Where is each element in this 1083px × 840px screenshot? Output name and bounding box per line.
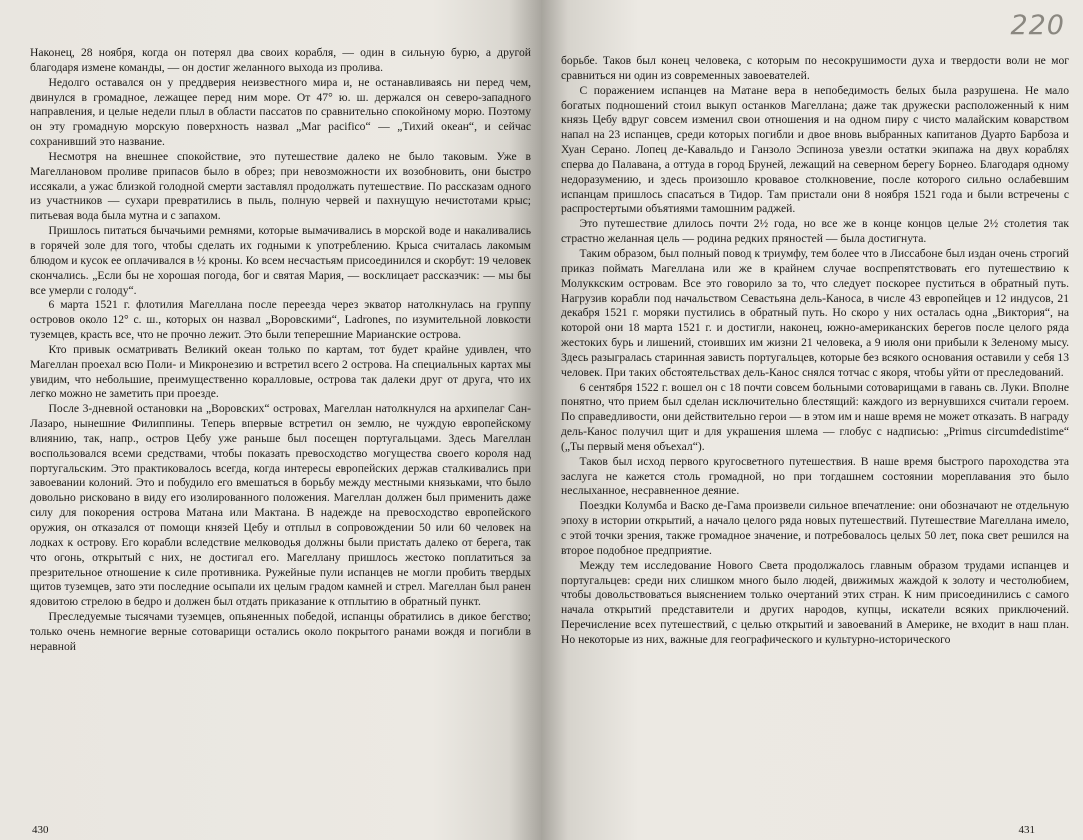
- left-page: [0, 0, 541, 840]
- paragraph: С поражением испанцев на Матане вера в непобедимость белых была разрушена. Не мало богатых подношений стоил выкуп останков Магеллана; даже так дружески расположенный к ним князь Цебу вдруг совсем изменил свои отношения и на одном пиру с чисто малайским коварством напал на 23 испанцев, среди которых погибли и двое вновь выбранных капитанов Дуарто Барбоза и Хуан Серано. Лопец де-Кавальдо и Ганзоло Эспиноза увезли остатки экипажа на двух кораблях сперва до Палавана, а оттуда в город Бруней, лежащий на северном берегу Борнео. Благодаря одному недоразумению, и здесь произошло кровавое столкновение, после которого сильно ослабевшим испанцам пришлось спасаться в Тидор. Там пристали они 8 ноября 1521 года и были встречены с распростертыми объятиями тамошним раджей.: [561, 83, 1069, 216]
- paragraph: Таким образом, был полный повод к триумфу, тем более что в Лиссабоне был издан очень строгий приказ поймать Магеллана или же в крайнем случае воспрепятствовать его путешествию к Молуккским островам. Все это говорило за то, что следует поскорее пуститься в обратный путь. Нагрузив корабли под начальством Севастьяна дель-Каноса, в числе 43 европейцев и 12 индусов, 21 декабря 1521 г. моряки пустились в обратный путь. Но скоро у них осталась одна „Виктория“, на которой они 18 марта 1521 г. и достигли, наконец, южно-американских берегов после целого ряда жестоких бурь и лишений, стоивших им жизни 21 человека, а 9 июля они прибыли к Зеленому мысу. Здесь разыгралась старинная зависть португальцев, которые без всякого основания оставили у себя 13 человек. При таких обстоятельствах дель-Канос снялся тотчас с якоря, чтобы уйти от преследований.: [561, 246, 1069, 379]
- paragraph: Несмотря на внешнее спокойствие, это путешествие далеко не было таковым. Уже в Магеллановом проливе припасов было в обрез; при невозможности их возобновить, они быстро иссякали, а ужас близкой голодной смерти заставлял продолжать путешествие. По рассказам одного из участников — сухари превратились в пыль, полную червей и пахнущую нечистотами крыс; питьевая вода была мутна и с запахом.: [30, 149, 531, 223]
- paragraph: После 3-дневной остановки на „Воровских“ островах, Магеллан натолкнулся на архипелаг Сан-Лазаро, нынешние Филиппины. Теперь впервые встретил он землю, не чуждую европейскому влиянию, так, напр., остров Цебу уже раньше был посещен португальцами. Здесь Магеллан воспользовался всеми средствами, чтобы показать превосходство могущества своего короля над португальским. Это практиковалось всегда, когда интересы европейских держав сталкивались при завоевании колоний. Это и побудило его вмешаться в борьбу между местными князьками, что было довольно рисковано в виду его изолированного положения. Магеллан должен был применить даже силу для покорения острова Матана или Мактана. В надежде на превосходство европейского оружия, он отказался от помощи князей Цебу и отплыл в сопровождении 50 или 60 человек на лодках к острову. Его корабли вследствие мелководья должны были пристать далеко от берега, так что огонь, открытый с них, не достигал его. Магеллану пришлось жестоко поплатиться за презрительное отношение к силе противника. Ружейные пули испанцев не могли пробить твердых щитов туземцев, зато эти последние осыпали их целым градом камней и стрел. Магеллан был ранен ядовитою стрелою в бедро и должен был отдать приказание к отплытию в обратный пункт.: [30, 402, 531, 609]
- paragraph: Кто привык осматривать Великий океан только по картам, тот будет крайне удивлен, что Магеллан проехал всю Поли- и Микронезию и встретил всего 2 острова. На специальных картах мы увидим, что небольшие, преимущественно коралловые, острова так далеки друг от друга, что их легко можно не заметить при проезде.: [30, 342, 531, 401]
- right-page-text: [561, 54, 1069, 648]
- paragraph: борьбе. Таков был конец человека, с которым по несокрушимости духа и твердости воли не мог сравниться ни один из современных завоевателей.: [561, 54, 1069, 82]
- left-page-text: [30, 46, 531, 655]
- page-number: 431: [1018, 824, 1035, 836]
- paragraph: Недолго оставался он у преддверия неизвестного мира и, не останавливаясь ни перед чем, двинулся в громадное, лежащее перед ним море. От 47° ю. ш. держался он северо-западного направления, и целые недели плыл в области пассатов по сравнительно спокойному морю. Поэтому он эту громадную морскую поверхность назвал „Mar pacifico“ — „Тихий океан“, и сейчас сохранивший это название.: [30, 75, 531, 149]
- paragraph: 6 марта 1521 г. флотилия Магеллана после переезда через экватор натолкнулась на группу островов около 12° с. ш., которых он назвал „Воровскими“, Ladrones, по изумительной ловкости туземцев, красть все, что не прочно лежит. Это были теперешние Марианские острова.: [30, 298, 531, 342]
- paragraph: Поездки Колумба и Васко де-Гама произвели сильное впечатление: они обозначают не отдельную эпоху в истории открытий, а начало целого ряда новых путешествий. Путешествие Магеллана имело, с этой точки зрения, также громадное значение, и потребовалось целых 50 лет, пока свет решился на второе подобное предприятие.: [561, 499, 1069, 557]
- page-number: 430: [32, 824, 49, 836]
- paragraph: 6 сентября 1522 г. вошел он с 18 почти совсем больными сотоварищами в гавань св. Луки. Вполне понятно, что прием был сделан исключительно блестящий: каждого из вернувшихся считали героем. По справедливости, они действительно герои — в этом им и наше время не может отказать. В награду дель-Канос получил щит и для украшения шлема — глобус с надписью: „Primus circumdedistime“ („Ты первый меня объехал“).: [561, 380, 1069, 453]
- paragraph: Преследуемые тысячами туземцев, опьяненных победой, испанцы обратились в дикое бегство; только очень немногие верные сотоварищи остались около покрытого ранами вождя и погибли в неравной: [30, 610, 531, 653]
- paragraph: Пришлось питаться бычачьими ремнями, которые вымачивались в морской воде и накаливались в горячей золе для того, чтобы сделать их годными к употреблению. Крыса считалась лакомым блюдом и кусок ее оплачивался в ½ кроны. Ко всем несчастьям присоединился и скорбут: 19 человек скончались. „Если бы не хорошая погода, бог и святая Мария, — восклицает рассказчик: — мы бы все умерли с голоду“.: [30, 224, 531, 297]
- right-page: [541, 0, 1083, 840]
- paragraph: Между тем исследование Нового Света продолжалось главным образом трудами испанцев и португальцев: среди них слишком много было людей, движимых жаждой к золоту и честолюбием, чтобы довольствоваться выяснением только очертаний этих стран. К ним присоединились с самого начала открытий представители и других народов, купцы, искатели всяких приключений. Перечисление всех путешествий, с целью открытий и завоеваний в Америке, не входит в наш план. Но некоторые из них, важные для географического и культурно-исторического: [561, 558, 1069, 646]
- paragraph: Таков был исход первого кругосветного путешествия. В наше время быстрого пароходства эта заслуга не кажется столь громадной, но при тогдашнем состоянии мореплавания это было неслыханное, несравненное деяние.: [561, 454, 1069, 498]
- paragraph: Наконец, 28 ноября, когда он потерял два своих корабля, — один в сильную бурю, а другой благодаря измене команды, — он достиг желанного выхода из пролива.: [30, 46, 531, 74]
- paragraph: Это путешествие длилось почти 2½ года, но все же в конце концов целые 2½ столетия так страстно желанная цель — родина редких пряностей — была достигнута.: [561, 217, 1069, 246]
- pencil-page-note: 220: [1010, 10, 1065, 41]
